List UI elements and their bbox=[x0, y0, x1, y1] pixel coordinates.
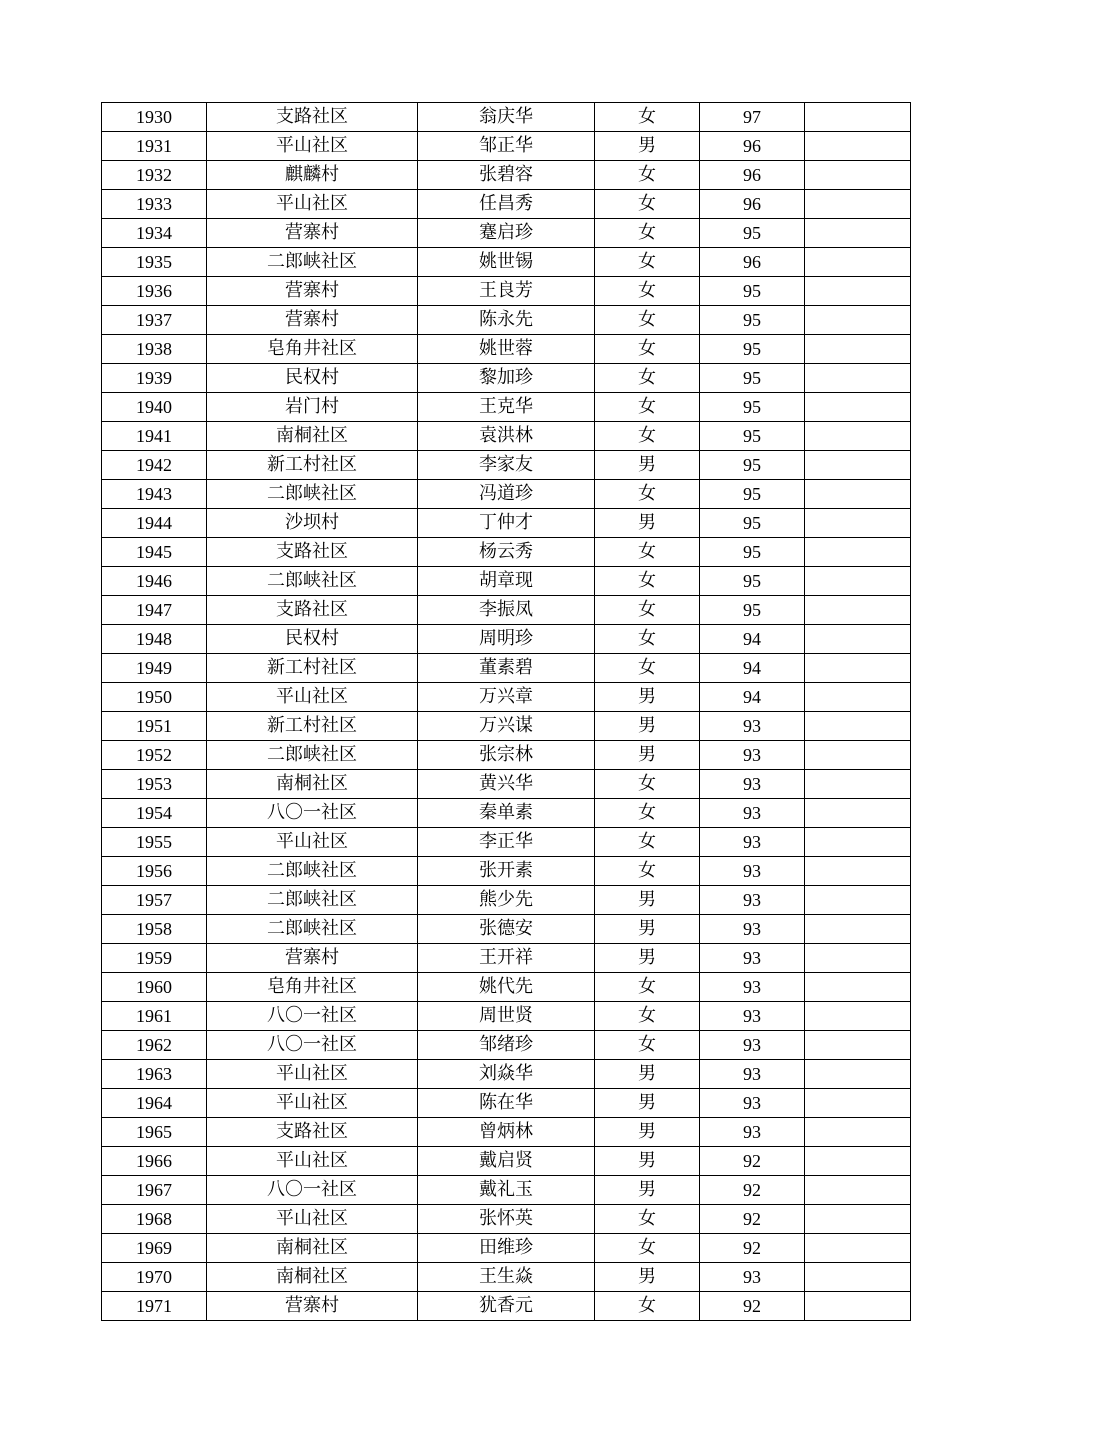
note-cell bbox=[805, 1002, 911, 1031]
table-row bbox=[102, 190, 911, 219]
community-cell: 二郎峡社区 bbox=[207, 480, 418, 509]
gender-cell: 女 bbox=[595, 393, 700, 422]
community-cell: 八〇一社区 bbox=[207, 799, 418, 828]
gender-cell: 女 bbox=[595, 1031, 700, 1060]
name-cell: 周明珍 bbox=[418, 625, 595, 654]
age-cell: 92 bbox=[700, 1176, 805, 1205]
community-cell: 八〇一社区 bbox=[207, 1176, 418, 1205]
note-cell bbox=[805, 1118, 911, 1147]
note-cell bbox=[805, 248, 911, 277]
name-cell: 黎加珍 bbox=[418, 364, 595, 393]
table-row bbox=[102, 538, 911, 567]
serial-number-cell: 1935 bbox=[102, 248, 207, 277]
community-cell: 平山社区 bbox=[207, 828, 418, 857]
gender-cell: 女 bbox=[595, 654, 700, 683]
age-cell: 95 bbox=[700, 364, 805, 393]
gender-cell: 女 bbox=[595, 1234, 700, 1263]
serial-number-cell: 1949 bbox=[102, 654, 207, 683]
community-cell: 支路社区 bbox=[207, 1118, 418, 1147]
serial-number-cell: 1951 bbox=[102, 712, 207, 741]
gender-cell: 女 bbox=[595, 422, 700, 451]
note-cell bbox=[805, 306, 911, 335]
name-cell: 张德安 bbox=[418, 915, 595, 944]
age-cell: 96 bbox=[700, 248, 805, 277]
name-cell: 王生焱 bbox=[418, 1263, 595, 1292]
note-cell bbox=[805, 335, 911, 364]
table-row bbox=[102, 973, 911, 1002]
name-cell: 邹正华 bbox=[418, 132, 595, 161]
name-cell: 黄兴华 bbox=[418, 770, 595, 799]
serial-number-cell: 1964 bbox=[102, 1089, 207, 1118]
community-cell: 平山社区 bbox=[207, 1147, 418, 1176]
name-cell: 袁洪林 bbox=[418, 422, 595, 451]
serial-number-cell: 1943 bbox=[102, 480, 207, 509]
age-cell: 95 bbox=[700, 451, 805, 480]
community-cell: 南桐社区 bbox=[207, 770, 418, 799]
community-cell: 岩门村 bbox=[207, 393, 418, 422]
serial-number-cell: 1954 bbox=[102, 799, 207, 828]
note-cell bbox=[805, 1205, 911, 1234]
note-cell bbox=[805, 596, 911, 625]
table-row bbox=[102, 509, 911, 538]
note-cell bbox=[805, 1147, 911, 1176]
community-cell: 支路社区 bbox=[207, 103, 418, 132]
note-cell bbox=[805, 770, 911, 799]
age-cell: 95 bbox=[700, 306, 805, 335]
community-cell: 平山社区 bbox=[207, 1060, 418, 1089]
table-row bbox=[102, 422, 911, 451]
note-cell bbox=[805, 364, 911, 393]
name-cell: 曾炳林 bbox=[418, 1118, 595, 1147]
serial-number-cell: 1939 bbox=[102, 364, 207, 393]
note-cell bbox=[805, 625, 911, 654]
table-row bbox=[102, 277, 911, 306]
table-row bbox=[102, 625, 911, 654]
serial-number-cell: 1934 bbox=[102, 219, 207, 248]
age-cell: 93 bbox=[700, 828, 805, 857]
serial-number-cell: 1944 bbox=[102, 509, 207, 538]
serial-number-cell: 1942 bbox=[102, 451, 207, 480]
note-cell bbox=[805, 161, 911, 190]
gender-cell: 女 bbox=[595, 1205, 700, 1234]
name-cell: 熊少先 bbox=[418, 886, 595, 915]
age-cell: 93 bbox=[700, 915, 805, 944]
serial-number-cell: 1946 bbox=[102, 567, 207, 596]
age-cell: 92 bbox=[700, 1147, 805, 1176]
note-cell bbox=[805, 944, 911, 973]
age-cell: 93 bbox=[700, 1089, 805, 1118]
name-cell: 董素碧 bbox=[418, 654, 595, 683]
serial-number-cell: 1960 bbox=[102, 973, 207, 1002]
table-row bbox=[102, 712, 911, 741]
note-cell bbox=[805, 509, 911, 538]
name-cell: 邹绪珍 bbox=[418, 1031, 595, 1060]
community-cell: 支路社区 bbox=[207, 596, 418, 625]
gender-cell: 女 bbox=[595, 190, 700, 219]
note-cell bbox=[805, 712, 911, 741]
age-cell: 94 bbox=[700, 683, 805, 712]
age-cell: 95 bbox=[700, 480, 805, 509]
table-row bbox=[102, 393, 911, 422]
name-cell: 刘焱华 bbox=[418, 1060, 595, 1089]
community-cell: 二郎峡社区 bbox=[207, 915, 418, 944]
gender-cell: 女 bbox=[595, 973, 700, 1002]
age-cell: 93 bbox=[700, 944, 805, 973]
serial-number-cell: 1969 bbox=[102, 1234, 207, 1263]
name-cell: 王良芳 bbox=[418, 277, 595, 306]
age-cell: 93 bbox=[700, 741, 805, 770]
community-cell: 民权村 bbox=[207, 625, 418, 654]
community-cell: 平山社区 bbox=[207, 132, 418, 161]
gender-cell: 男 bbox=[595, 683, 700, 712]
table-row bbox=[102, 335, 911, 364]
serial-number-cell: 1937 bbox=[102, 306, 207, 335]
community-cell: 二郎峡社区 bbox=[207, 248, 418, 277]
name-cell: 李家友 bbox=[418, 451, 595, 480]
name-cell: 冯道珍 bbox=[418, 480, 595, 509]
note-cell bbox=[805, 422, 911, 451]
name-cell: 张宗林 bbox=[418, 741, 595, 770]
table-row bbox=[102, 1089, 911, 1118]
community-cell: 南桐社区 bbox=[207, 1263, 418, 1292]
note-cell bbox=[805, 973, 911, 1002]
table-row bbox=[102, 654, 911, 683]
table-row bbox=[102, 219, 911, 248]
age-cell: 95 bbox=[700, 393, 805, 422]
community-cell: 营寨村 bbox=[207, 277, 418, 306]
gender-cell: 男 bbox=[595, 1118, 700, 1147]
name-cell: 戴启贤 bbox=[418, 1147, 595, 1176]
gender-cell: 男 bbox=[595, 915, 700, 944]
gender-cell: 女 bbox=[595, 857, 700, 886]
age-cell: 93 bbox=[700, 973, 805, 1002]
serial-number-cell: 1967 bbox=[102, 1176, 207, 1205]
serial-number-cell: 1933 bbox=[102, 190, 207, 219]
note-cell bbox=[805, 857, 911, 886]
gender-cell: 女 bbox=[595, 277, 700, 306]
serial-number-cell: 1957 bbox=[102, 886, 207, 915]
gender-cell: 男 bbox=[595, 886, 700, 915]
table-row bbox=[102, 1263, 911, 1292]
community-cell: 平山社区 bbox=[207, 1205, 418, 1234]
note-cell bbox=[805, 277, 911, 306]
table-row bbox=[102, 596, 911, 625]
name-cell: 姚代先 bbox=[418, 973, 595, 1002]
note-cell bbox=[805, 654, 911, 683]
name-cell: 张开素 bbox=[418, 857, 595, 886]
community-cell: 平山社区 bbox=[207, 683, 418, 712]
name-cell: 姚世锡 bbox=[418, 248, 595, 277]
roster-table bbox=[101, 102, 911, 1321]
gender-cell: 男 bbox=[595, 944, 700, 973]
gender-cell: 女 bbox=[595, 335, 700, 364]
note-cell bbox=[805, 683, 911, 712]
serial-number-cell: 1953 bbox=[102, 770, 207, 799]
table-row bbox=[102, 161, 911, 190]
gender-cell: 男 bbox=[595, 1089, 700, 1118]
note-cell bbox=[805, 1031, 911, 1060]
community-cell: 皂角井社区 bbox=[207, 973, 418, 1002]
note-cell bbox=[805, 1292, 911, 1321]
table-row bbox=[102, 828, 911, 857]
age-cell: 93 bbox=[700, 712, 805, 741]
age-cell: 93 bbox=[700, 1060, 805, 1089]
serial-number-cell: 1952 bbox=[102, 741, 207, 770]
community-cell: 平山社区 bbox=[207, 1089, 418, 1118]
age-cell: 93 bbox=[700, 1031, 805, 1060]
note-cell bbox=[805, 103, 911, 132]
roster-table-body bbox=[102, 103, 911, 1321]
serial-number-cell: 1958 bbox=[102, 915, 207, 944]
gender-cell: 女 bbox=[595, 567, 700, 596]
gender-cell: 女 bbox=[595, 364, 700, 393]
age-cell: 95 bbox=[700, 538, 805, 567]
age-cell: 93 bbox=[700, 770, 805, 799]
age-cell: 92 bbox=[700, 1234, 805, 1263]
name-cell: 任昌秀 bbox=[418, 190, 595, 219]
note-cell bbox=[805, 567, 911, 596]
note-cell bbox=[805, 1089, 911, 1118]
community-cell: 营寨村 bbox=[207, 944, 418, 973]
name-cell: 翁庆华 bbox=[418, 103, 595, 132]
serial-number-cell: 1963 bbox=[102, 1060, 207, 1089]
serial-number-cell: 1962 bbox=[102, 1031, 207, 1060]
serial-number-cell: 1947 bbox=[102, 596, 207, 625]
age-cell: 97 bbox=[700, 103, 805, 132]
gender-cell: 女 bbox=[595, 625, 700, 654]
serial-number-cell: 1950 bbox=[102, 683, 207, 712]
gender-cell: 男 bbox=[595, 712, 700, 741]
note-cell bbox=[805, 886, 911, 915]
gender-cell: 女 bbox=[595, 219, 700, 248]
serial-number-cell: 1940 bbox=[102, 393, 207, 422]
table-row bbox=[102, 799, 911, 828]
note-cell bbox=[805, 393, 911, 422]
name-cell: 张碧容 bbox=[418, 161, 595, 190]
name-cell: 胡章现 bbox=[418, 567, 595, 596]
table-row bbox=[102, 1234, 911, 1263]
serial-number-cell: 1965 bbox=[102, 1118, 207, 1147]
gender-cell: 男 bbox=[595, 509, 700, 538]
age-cell: 95 bbox=[700, 567, 805, 596]
community-cell: 支路社区 bbox=[207, 538, 418, 567]
note-cell bbox=[805, 1176, 911, 1205]
serial-number-cell: 1956 bbox=[102, 857, 207, 886]
note-cell bbox=[805, 915, 911, 944]
table-row bbox=[102, 1147, 911, 1176]
name-cell: 姚世蓉 bbox=[418, 335, 595, 364]
community-cell: 营寨村 bbox=[207, 219, 418, 248]
table-row bbox=[102, 1205, 911, 1234]
note-cell bbox=[805, 1060, 911, 1089]
table-row bbox=[102, 248, 911, 277]
note-cell bbox=[805, 451, 911, 480]
serial-number-cell: 1959 bbox=[102, 944, 207, 973]
table-row bbox=[102, 683, 911, 712]
table-row bbox=[102, 132, 911, 161]
gender-cell: 男 bbox=[595, 132, 700, 161]
gender-cell: 女 bbox=[595, 306, 700, 335]
table-row bbox=[102, 857, 911, 886]
serial-number-cell: 1938 bbox=[102, 335, 207, 364]
age-cell: 94 bbox=[700, 625, 805, 654]
age-cell: 95 bbox=[700, 335, 805, 364]
gender-cell: 女 bbox=[595, 248, 700, 277]
name-cell: 丁仲才 bbox=[418, 509, 595, 538]
serial-number-cell: 1968 bbox=[102, 1205, 207, 1234]
age-cell: 96 bbox=[700, 132, 805, 161]
age-cell: 93 bbox=[700, 886, 805, 915]
table-row bbox=[102, 306, 911, 335]
community-cell: 皂角井社区 bbox=[207, 335, 418, 364]
community-cell: 二郎峡社区 bbox=[207, 567, 418, 596]
gender-cell: 女 bbox=[595, 538, 700, 567]
name-cell: 陈在华 bbox=[418, 1089, 595, 1118]
table-row bbox=[102, 1002, 911, 1031]
name-cell: 王克华 bbox=[418, 393, 595, 422]
serial-number-cell: 1948 bbox=[102, 625, 207, 654]
age-cell: 92 bbox=[700, 1292, 805, 1321]
age-cell: 93 bbox=[700, 1263, 805, 1292]
gender-cell: 女 bbox=[595, 103, 700, 132]
gender-cell: 男 bbox=[595, 1147, 700, 1176]
community-cell: 民权村 bbox=[207, 364, 418, 393]
serial-number-cell: 1966 bbox=[102, 1147, 207, 1176]
community-cell: 新工村社区 bbox=[207, 712, 418, 741]
serial-number-cell: 1941 bbox=[102, 422, 207, 451]
gender-cell: 女 bbox=[595, 596, 700, 625]
table-row bbox=[102, 480, 911, 509]
name-cell: 戴礼玉 bbox=[418, 1176, 595, 1205]
age-cell: 92 bbox=[700, 1205, 805, 1234]
table-row bbox=[102, 1292, 911, 1321]
gender-cell: 女 bbox=[595, 828, 700, 857]
age-cell: 95 bbox=[700, 596, 805, 625]
gender-cell: 男 bbox=[595, 741, 700, 770]
age-cell: 96 bbox=[700, 161, 805, 190]
age-cell: 94 bbox=[700, 654, 805, 683]
gender-cell: 男 bbox=[595, 1060, 700, 1089]
serial-number-cell: 1955 bbox=[102, 828, 207, 857]
serial-number-cell: 1932 bbox=[102, 161, 207, 190]
gender-cell: 男 bbox=[595, 451, 700, 480]
table-row bbox=[102, 1176, 911, 1205]
community-cell: 八〇一社区 bbox=[207, 1031, 418, 1060]
serial-number-cell: 1931 bbox=[102, 132, 207, 161]
name-cell: 陈永先 bbox=[418, 306, 595, 335]
note-cell bbox=[805, 799, 911, 828]
age-cell: 95 bbox=[700, 219, 805, 248]
name-cell: 张怀英 bbox=[418, 1205, 595, 1234]
table-row bbox=[102, 1031, 911, 1060]
name-cell: 杨云秀 bbox=[418, 538, 595, 567]
name-cell: 王开祥 bbox=[418, 944, 595, 973]
note-cell bbox=[805, 132, 911, 161]
community-cell: 南桐社区 bbox=[207, 1234, 418, 1263]
table-row bbox=[102, 451, 911, 480]
community-cell: 二郎峡社区 bbox=[207, 741, 418, 770]
gender-cell: 女 bbox=[595, 799, 700, 828]
name-cell: 万兴章 bbox=[418, 683, 595, 712]
community-cell: 南桐社区 bbox=[207, 422, 418, 451]
gender-cell: 女 bbox=[595, 1292, 700, 1321]
age-cell: 93 bbox=[700, 857, 805, 886]
gender-cell: 女 bbox=[595, 161, 700, 190]
note-cell bbox=[805, 219, 911, 248]
table-row bbox=[102, 915, 911, 944]
community-cell: 麒麟村 bbox=[207, 161, 418, 190]
note-cell bbox=[805, 190, 911, 219]
note-cell bbox=[805, 538, 911, 567]
name-cell: 秦单素 bbox=[418, 799, 595, 828]
note-cell bbox=[805, 828, 911, 857]
name-cell: 蹇启珍 bbox=[418, 219, 595, 248]
name-cell: 周世贤 bbox=[418, 1002, 595, 1031]
gender-cell: 女 bbox=[595, 480, 700, 509]
table-row bbox=[102, 886, 911, 915]
age-cell: 93 bbox=[700, 1118, 805, 1147]
table-row bbox=[102, 944, 911, 973]
name-cell: 李振凤 bbox=[418, 596, 595, 625]
age-cell: 96 bbox=[700, 190, 805, 219]
table-row bbox=[102, 770, 911, 799]
serial-number-cell: 1936 bbox=[102, 277, 207, 306]
serial-number-cell: 1961 bbox=[102, 1002, 207, 1031]
serial-number-cell: 1971 bbox=[102, 1292, 207, 1321]
community-cell: 二郎峡社区 bbox=[207, 857, 418, 886]
name-cell: 万兴谋 bbox=[418, 712, 595, 741]
note-cell bbox=[805, 480, 911, 509]
table-row bbox=[102, 103, 911, 132]
age-cell: 93 bbox=[700, 799, 805, 828]
community-cell: 新工村社区 bbox=[207, 451, 418, 480]
community-cell: 营寨村 bbox=[207, 306, 418, 335]
gender-cell: 女 bbox=[595, 1002, 700, 1031]
note-cell bbox=[805, 1263, 911, 1292]
age-cell: 95 bbox=[700, 509, 805, 538]
serial-number-cell: 1930 bbox=[102, 103, 207, 132]
name-cell: 李正华 bbox=[418, 828, 595, 857]
community-cell: 沙坝村 bbox=[207, 509, 418, 538]
name-cell: 犹香元 bbox=[418, 1292, 595, 1321]
note-cell bbox=[805, 741, 911, 770]
table-row bbox=[102, 567, 911, 596]
table-row bbox=[102, 1118, 911, 1147]
table-row bbox=[102, 1060, 911, 1089]
gender-cell: 女 bbox=[595, 770, 700, 799]
community-cell: 新工村社区 bbox=[207, 654, 418, 683]
serial-number-cell: 1945 bbox=[102, 538, 207, 567]
name-cell: 田维珍 bbox=[418, 1234, 595, 1263]
community-cell: 八〇一社区 bbox=[207, 1002, 418, 1031]
age-cell: 95 bbox=[700, 277, 805, 306]
age-cell: 95 bbox=[700, 422, 805, 451]
community-cell: 平山社区 bbox=[207, 190, 418, 219]
table-row bbox=[102, 364, 911, 393]
note-cell bbox=[805, 1234, 911, 1263]
serial-number-cell: 1970 bbox=[102, 1263, 207, 1292]
age-cell: 93 bbox=[700, 1002, 805, 1031]
gender-cell: 男 bbox=[595, 1176, 700, 1205]
table-row bbox=[102, 741, 911, 770]
community-cell: 二郎峡社区 bbox=[207, 886, 418, 915]
community-cell: 营寨村 bbox=[207, 1292, 418, 1321]
gender-cell: 男 bbox=[595, 1263, 700, 1292]
